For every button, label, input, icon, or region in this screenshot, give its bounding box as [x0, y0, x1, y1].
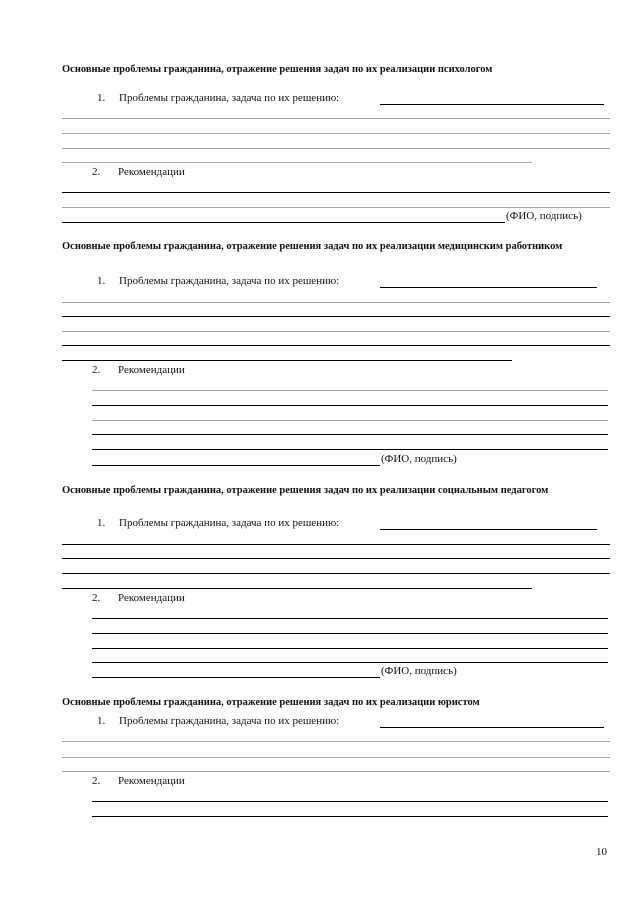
recommendation-line[interactable]: [92, 405, 608, 406]
answer-line[interactable]: [62, 757, 610, 758]
item-number: 1.: [97, 92, 106, 104]
answer-line[interactable]: [62, 558, 610, 559]
problems-item: [97, 517, 339, 530]
signature-line[interactable]: [62, 222, 505, 223]
recommendation-line[interactable]: [92, 816, 608, 817]
recommendations-number: 2.: [92, 166, 101, 178]
item-number: 1.: [97, 275, 106, 287]
recommendations-number: 2.: [92, 775, 101, 787]
answer-line[interactable]: [62, 360, 512, 361]
recommendation-line[interactable]: [92, 662, 608, 663]
problems-item: [97, 275, 339, 288]
recommendation-line[interactable]: [92, 434, 608, 435]
recommendations-number: 2.: [92, 364, 101, 376]
recommendations-label: Рекомендации: [118, 364, 185, 376]
section-heading-medical: Основные проблемы гражданина, отражение решения задач по их реализации медицинским работником: [62, 241, 563, 252]
section-heading-psychologist: Основные проблемы гражданина, отражение решения задач по их реализации психологом: [62, 64, 493, 75]
recommendation-line[interactable]: [92, 449, 608, 450]
problems-label: Проблемы гражданина, задача по их решению:: [119, 517, 340, 529]
recommendation-line[interactable]: [92, 390, 608, 391]
answer-line[interactable]: [62, 133, 610, 134]
recommendations-label: Рекомендации: [118, 775, 185, 787]
problems-answer-field[interactable]: [380, 287, 597, 288]
answer-line[interactable]: [62, 316, 610, 317]
recommendations-label: Рекомендации: [118, 592, 185, 604]
problems-label: Проблемы гражданина, задача по их решению:: [119, 715, 340, 727]
problems-item: [97, 92, 339, 105]
signature-label: (ФИО, подпись): [381, 665, 457, 677]
recommendation-line[interactable]: [62, 192, 610, 193]
recommendations-number: 2.: [92, 592, 101, 604]
answer-line[interactable]: [62, 588, 532, 589]
problems-item: [97, 715, 339, 728]
page-number: 10: [596, 846, 607, 858]
problems-label: Проблемы гражданина, задача по их решению:: [119, 92, 340, 104]
answer-line[interactable]: [62, 148, 610, 149]
recommendation-line[interactable]: [92, 801, 608, 802]
signature-line[interactable]: [92, 677, 380, 678]
section-heading-social-pedagogue: Основные проблемы гражданина, отражение решения задач по их реализации социальным педагогом: [62, 485, 549, 496]
recommendation-line[interactable]: [92, 420, 608, 421]
item-number: 1.: [97, 517, 106, 529]
answer-line[interactable]: [62, 771, 610, 772]
signature-label: (ФИО, подпись): [381, 453, 457, 465]
answer-line[interactable]: [62, 544, 610, 545]
answer-line[interactable]: [62, 741, 610, 742]
section-heading-lawyer: Основные проблемы гражданина, отражение решения задач по их реализации юристом: [62, 697, 480, 708]
problems-answer-field[interactable]: [380, 529, 597, 530]
recommendation-line[interactable]: [62, 207, 610, 208]
problems-label: Проблемы гражданина, задача по их решению:: [119, 275, 340, 287]
problems-answer-field[interactable]: [380, 727, 604, 728]
signature-line[interactable]: [92, 465, 380, 466]
problems-answer-field[interactable]: [380, 104, 604, 105]
recommendation-line[interactable]: [92, 648, 608, 649]
answer-line[interactable]: [62, 573, 610, 574]
answer-line[interactable]: [62, 331, 610, 332]
answer-line[interactable]: [62, 302, 610, 303]
signature-label: (ФИО, подпись): [506, 210, 582, 222]
recommendation-line[interactable]: [92, 618, 608, 619]
answer-line[interactable]: [62, 118, 610, 119]
answer-line[interactable]: [62, 345, 610, 346]
answer-line[interactable]: [62, 162, 532, 163]
item-number: 1.: [97, 715, 106, 727]
recommendations-label: Рекомендации: [118, 166, 185, 178]
recommendation-line[interactable]: [92, 633, 608, 634]
